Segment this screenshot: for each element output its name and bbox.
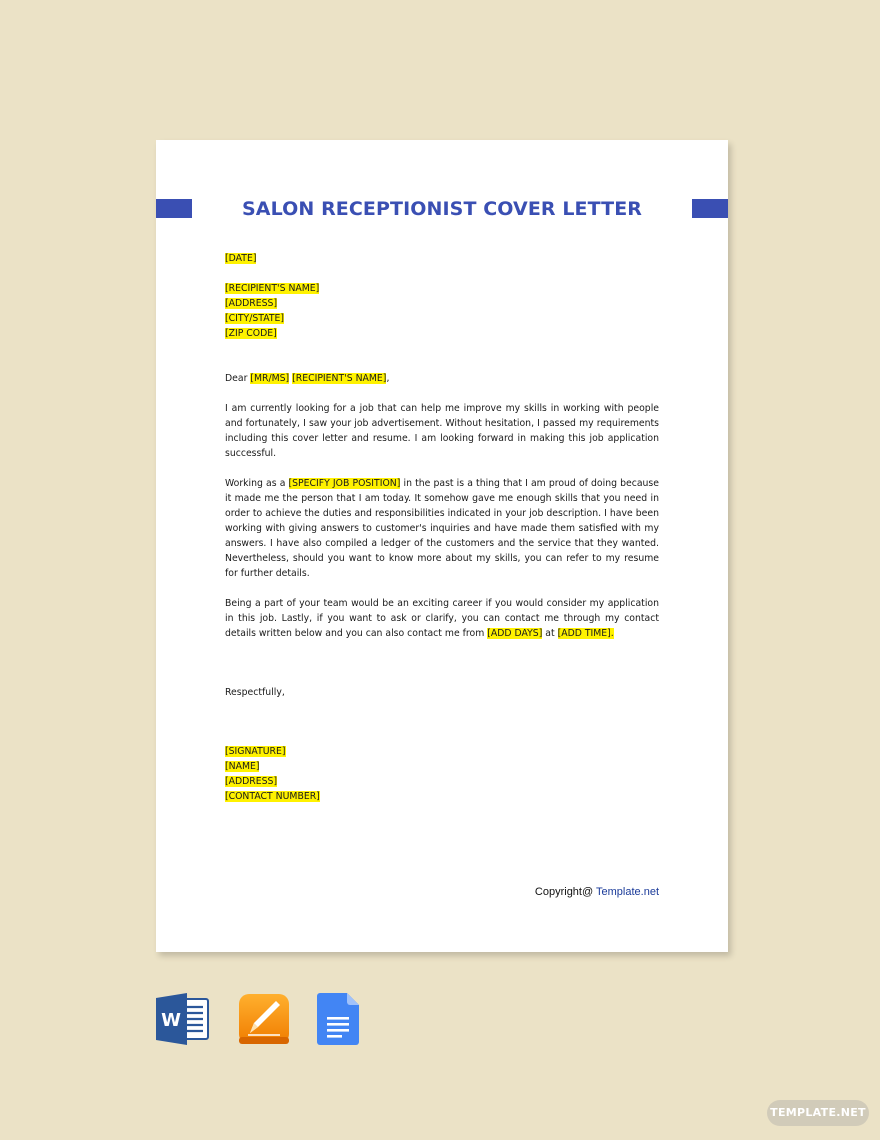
days-placeholder: [ADD DAYS] — [487, 628, 543, 639]
salutation: Dear [MR/MS] [RECIPIENT'S NAME], — [225, 373, 390, 384]
signature-placeholder: [SIGNATURE] — [225, 746, 286, 757]
paragraph-2: Working as a [SPECIFY JOB POSITION] in the past is a thing that I am proud of doing because it made me the person that I am today. It somehow gave me enough skills that you need in order to achieve the duties and responsibilities indicated in your job description. I have been working with giving answers to customer's inquiries and have made them satisfied with my answers. I have also compiled a ledger of the customers and the service that they wanted. Nevertheless, should you want to know more about my skills, you can refer to my resume for further details. — [225, 478, 659, 579]
closing: Respectfully, — [225, 687, 285, 698]
recipient-city-state-placeholder: [CITY/STATE] — [225, 313, 285, 324]
time-placeholder: [ADD TIME]. — [557, 628, 614, 639]
paragraph-3: Being a part of your team would be an exciting career if you would consider my application in this job. Lastly, if you want to ask or clarify, you can contact me through my contact details written below and you can also contact me from [ADD DAYS] at [ADD TIME]. — [225, 598, 659, 639]
paragraph-1: I am currently looking for a job that can help me improve my skills in working with people and fortunately, I saw your job advertisement. Without hesitation, I passed my requirements including this cover letter and resume. I am looking forward in making this job application successful. — [225, 403, 659, 459]
letter-body — [225, 251, 659, 804]
document-page — [156, 140, 728, 952]
svg-text:W: W — [161, 1010, 181, 1031]
google-docs-icon[interactable] — [317, 993, 359, 1045]
word-icon[interactable] — [156, 993, 210, 1045]
salutation-name-placeholder: [RECIPIENT'S NAME] — [292, 373, 387, 384]
job-position-placeholder: [SPECIFY JOB POSITION] — [288, 478, 401, 489]
copyright: Copyright@ Template.net — [534, 886, 659, 898]
pages-icon[interactable] — [238, 993, 290, 1045]
template-net-watermark: TEMPLATE.NET — [767, 1100, 869, 1126]
name-placeholder: [NAME] — [225, 761, 260, 772]
address-placeholder: [ADDRESS] — [225, 776, 278, 787]
date-placeholder: [DATE] — [225, 253, 257, 264]
contact-number-placeholder: [CONTACT NUMBER] — [225, 791, 320, 802]
template-net-link[interactable]: Template.net — [596, 886, 659, 898]
document-title: SALON RECEPTIONIST COVER LETTER — [241, 198, 643, 220]
recipient-zip-placeholder: [ZIP CODE] — [225, 328, 277, 339]
recipient-name-placeholder: [RECIPIENT'S NAME] — [225, 283, 320, 294]
salutation-title-placeholder: [MR/MS] — [250, 373, 290, 384]
recipient-address-placeholder: [ADDRESS] — [225, 298, 278, 309]
